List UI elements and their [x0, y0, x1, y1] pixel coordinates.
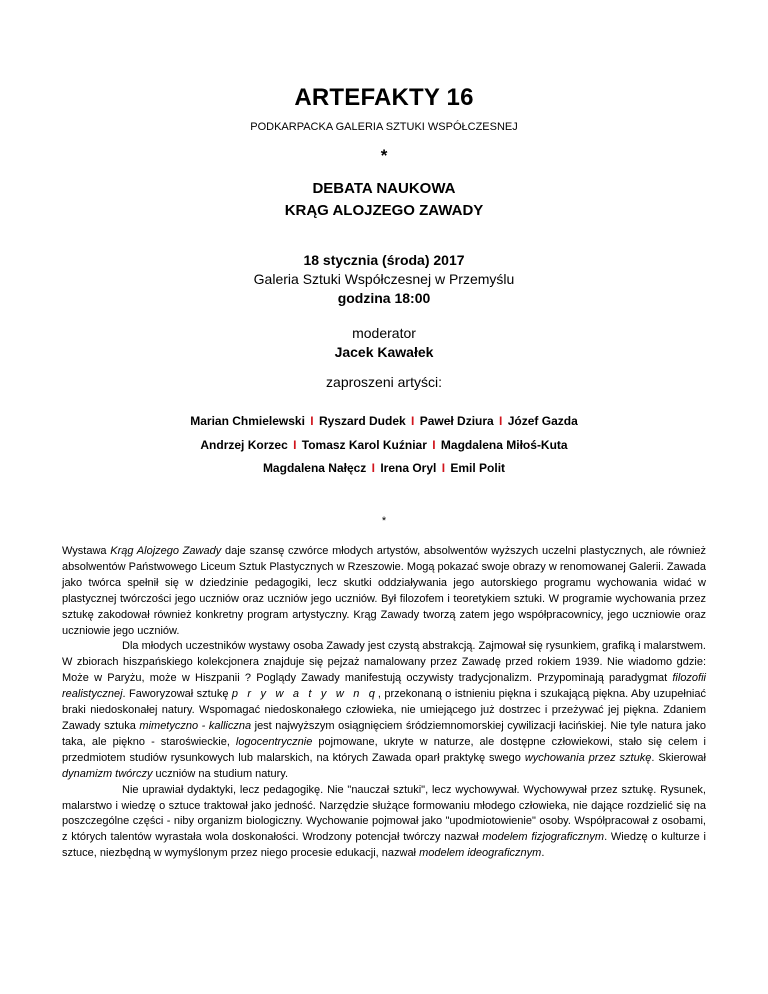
invited-artists-label: zaproszeni artyści: — [326, 374, 442, 390]
body-paragraph-1: Wystawa Krąg Alojzego Zawady daje szansę czwórce młodych artystów, absolwentów wyższych uczelni plastycznych, ale również absolwentów Państwowego Liceum Sztuk Plastycznych w Rzeszowie. Mogą pokazać swoje obrazy w renomowanej Galerii. Zawada jako twórca spełnił się w dziedzinie pedagogiki, lecz skutki oddziaływania jego autorskiego programu wychowania widać w plastycznej twórczości jego uczniów oraz uczniów jego uczniów. Był filozofem i teoretykiem sztuki. W programie wychowania przez sztukę zakodował również konkretny program artystyczny. Krąg Zawady tworzą zatem jego współpracownicy, jego uczniowie oraz uczniowie jego uczniów. — [62, 545, 707, 637]
event-details — [0, 251, 768, 308]
artist-separator: I — [306, 414, 317, 428]
moderator-name: Jacek Kawałek — [334, 344, 434, 360]
event-date: 18 stycznia (środa) 2017 — [303, 252, 465, 268]
artist-separator: I — [289, 437, 300, 452]
italic-term: dynamizm twórczy — [62, 767, 153, 780]
artist-name: Paweł Dziura — [419, 414, 494, 428]
debate-line-1: DEBATA NAUKOWA — [312, 180, 456, 197]
debate-heading — [0, 178, 768, 222]
star-divider-2: * — [381, 515, 387, 527]
event-time: godzina 18:00 — [337, 290, 431, 306]
artist-name: Magdalena Miłoś-Kuta — [440, 437, 568, 452]
artist-separator: I — [438, 461, 449, 475]
artist-separator: I — [495, 414, 506, 428]
artists-row-2 — [0, 434, 768, 458]
moderator-label: moderator — [352, 325, 416, 341]
artist-name: Irena Oryl — [380, 461, 437, 475]
body-paragraph-2: Dla młodych uczestników wystawy osoba Zawady jest czystą abstrakcją. Zajmował się rysunkiem, grafiką i malarstwem. W zbiorach hiszpańskiego kolekcjonera znajduje się pejzaż namalowany przez Zawadę przed rokiem 1939. Nie wiadomo gdzie: Może w Paryżu, może w Hiszpanii ? Poglądy Zawady manifestują oczywisty tradycjonalizm. Przypominają paradygmat filozofii realistycznej. Faworyzował sztukę p r y w a t y w n q, przekonaną o istnieniu piękna i szukającą piękna. Aby uzupełniać braki niedoskonałej natury. Wspomagać niedoskonałego człowieka, nie umiejącego już dostrzec i przeżywać jej piękna. Zdaniem Zawady sztuka mimetyczno - kalliczna jest najwyższym osiągnięciem śródziemnomorskiej cywilizacji łacińskiej. Nie tyle natura jako taka, ale piękno - staroświeckie, logocentrycznie pojmowane, ukryte w naturze, ale dostępne człowiekowi, stało się celem i przedmiotem studiów rysunkowych lub malarskich, na których Zawada oparł praktykę swego wychowania przez sztukę. Skierował dynamizm twórczy uczniów na studium natury. — [62, 640, 706, 780]
body-paragraph-3: Nie uprawiał dydaktyki, lecz pedagogikę. Nie "nauczał sztuki", lecz wychowywał. Wychowywał przez sztukę. Rysunek, malarstwo i wiedzę o sztuce traktował jako jedność. Narzędzie służące formowaniu młodego człowieka, nie dające rozdzielić się na poszczególne części - niby organizm biologiczny. Wychowanie pojmował jako "upodmiotowienie" osoby. Współpracował z osobami, z których talentów wyrastała wola doskonałości. Wrodzony potencjał twórczy nazwał modelem fizjograficznym. Wiedzę o kulturze i sztuce, niezbędną w wymyślonym przez niego procesie edukacji, nazwał modelem ideograficznym. — [62, 783, 706, 860]
italic-term: modelem fizjograficznym — [482, 831, 605, 844]
artist-name: Marian Chmielewski — [190, 414, 305, 428]
artist-name: Józef Gazda — [507, 414, 578, 428]
artists-list — [0, 410, 768, 481]
italic-term: modelem ideograficznym — [419, 847, 542, 860]
event-venue: Galeria Sztuki Współczesnej w Przemyślu — [253, 271, 515, 287]
italic-term: logocentrycznie — [235, 735, 313, 748]
artist-name: Ryszard Dudek — [318, 414, 406, 428]
artist-separator: I — [428, 437, 439, 452]
body-text — [62, 544, 706, 862]
debate-line-2: KRĄG ALOJZEGO ZAWADY — [284, 202, 484, 219]
italic-term: mimetyczno - kalliczna — [139, 719, 252, 732]
artist-separator: I — [407, 414, 418, 428]
artist-name: Andrzej Korzec — [200, 437, 288, 452]
italic-term: wychowania przez sztukę — [524, 751, 652, 764]
artist-name: Magdalena Nałęcz — [262, 461, 367, 475]
artists-row-3 — [0, 457, 768, 481]
italic-term: p r y w a t y w n q — [231, 688, 378, 701]
moderator-block — [0, 324, 768, 362]
star-divider: * — [380, 146, 388, 165]
artist-name: Emil Polit — [450, 461, 506, 475]
document-title: ARTEFAKTY 16 — [294, 84, 474, 111]
italic-term: filozofii realistycznej — [62, 672, 706, 701]
artists-row-1 — [0, 410, 768, 434]
artist-separator: I — [368, 461, 379, 475]
gallery-name: PODKARPACKA GALERIA SZTUKI WSPÓŁCZESNEJ — [250, 121, 518, 133]
artist-name: Tomasz Karol Kuźniar — [301, 437, 427, 452]
italic-term: Krąg Alojzego Zawady — [110, 545, 222, 557]
